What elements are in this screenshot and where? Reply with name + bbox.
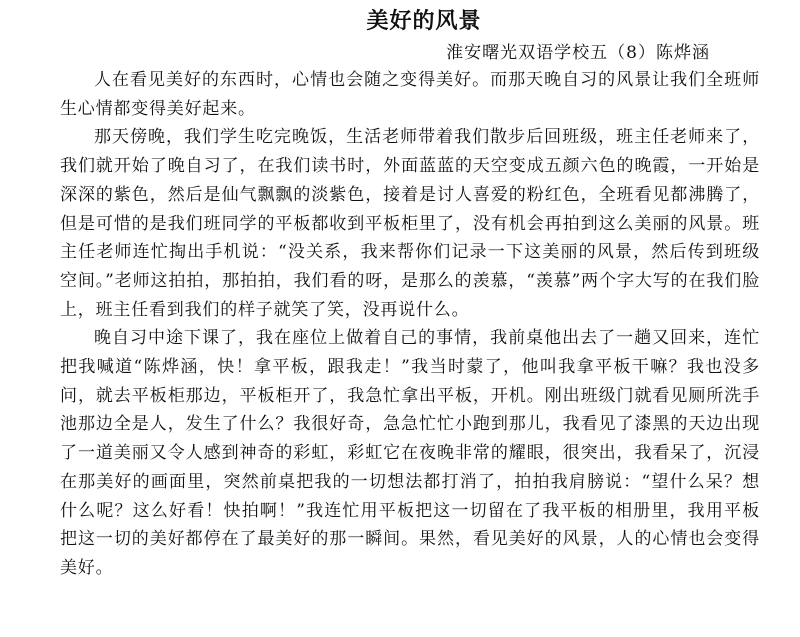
- document-title: 美好的风景: [366, 8, 482, 34]
- paragraph-2: 那天傍晚，我们学生吃完晚饭，生活老师带着我们散步后回班级，班主任老师来了，我们就开始了晚自习了，在我们读书时，外面蓝蓝的天空变成五颜六色的晚霞，一开始是深深的紫色，然后是仙气飘飘的淡紫色，接着是讨人喜爱的粉红色，全班看见都沸腾了，但是可惜的是我们班同学的平板都收到平板柜里了，没有机会再拍到这么美丽的风景。班主任老师连忙掏出手机说：“没关系，我来帮你们记录一下这美丽的风景，然后传到班级空间。”老师这拍拍，那拍拍，我们看的呀，是那么的羡慕，“羡慕”两个字大写的在我们脸上，班主任看到我们的样子就笑了笑，没再说什么。: [60, 127, 760, 320]
- paragraph-3: 晚自习中途下课了，我在座位上做着自己的事情，我前桌他出去了一趟又回来，连忙把我喊道“陈烨涵，快！拿平板，跟我走！”我当时蒙了，他叫我拿平板干嘛？我也没多问，就去平板柜那边，平板柜开了，我急忙拿出平板，开机。刚出班级门就看见厕所洗手池那边全是人，发生了什么？我很好奇，急急忙忙小跑到那儿，我看见了漆黑的天边出现了一道美丽又令人感到神奇的彩虹，彩虹它在夜晚非常的耀眼，很突出，我看呆了，沉浸在那美好的画面里，突然前桌把我的一切想法都打消了，拍拍我肩膀说：“望什么呆？想什么呢？这么好看！快拍啊！”我连忙用平板把这一切留在了我平板的相册里，我用平板把这一切的美好都停在了最美好的那一瞬间。果然，看见美好的风景，人的心情也会变得美好。: [60, 328, 760, 578]
- author-line: 淮安曙光双语学校五（8）陈烨涵: [446, 43, 710, 63]
- paragraph-1: 人在看见美好的东西时，心情也会随之变得美好。而那天晚自习的风景让我们全班师生心情都变得美好起来。: [60, 70, 760, 119]
